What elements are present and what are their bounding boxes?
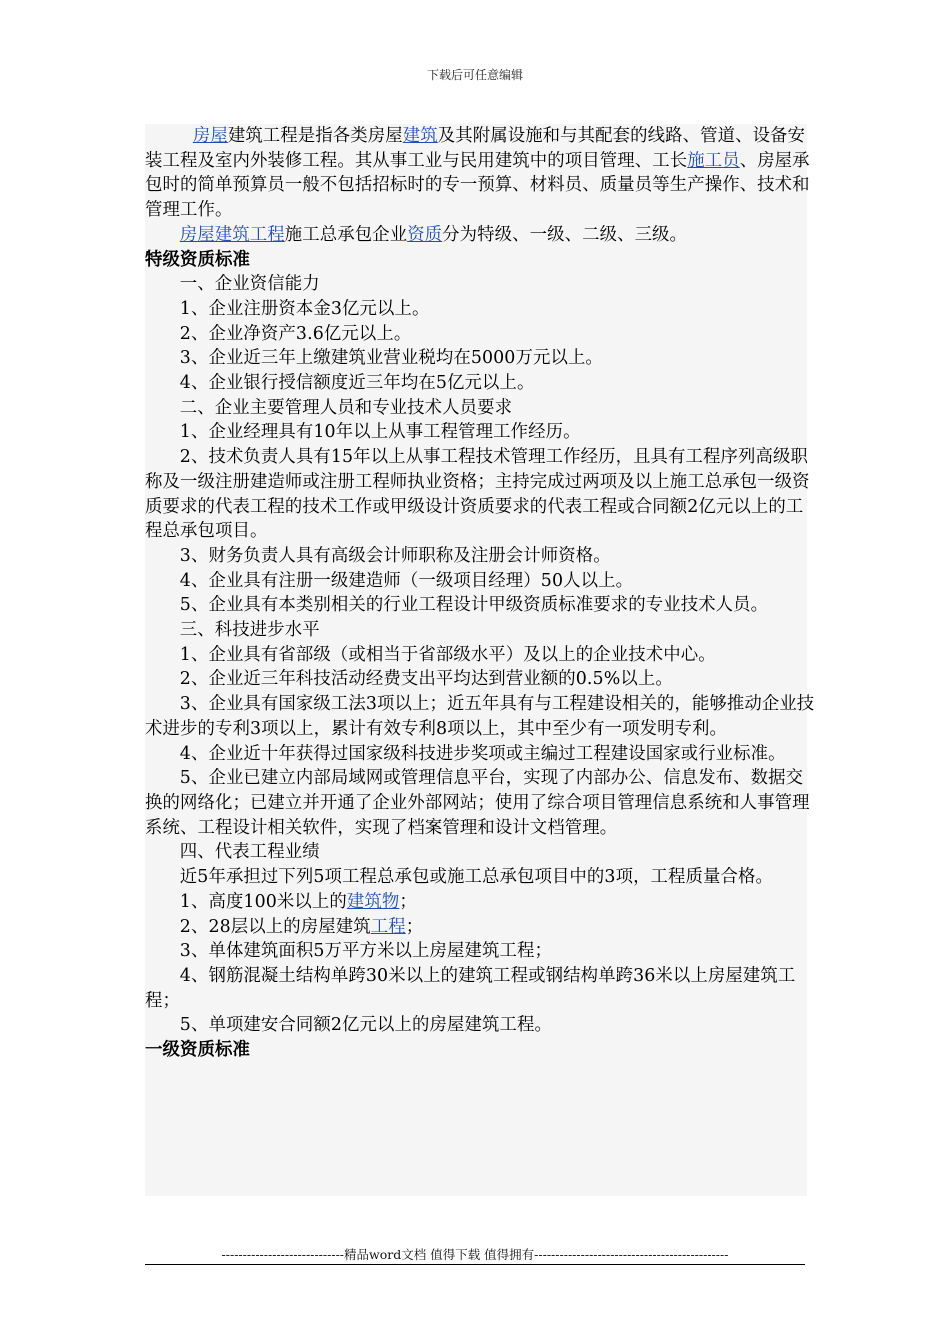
link-fangwu-jianzhu-gongcheng[interactable]: 房屋建筑工程	[179, 224, 285, 245]
section2-item: 4、企业具有注册一级建造师（一级项目经理）50人以上。	[179, 570, 634, 591]
section4-item: 2、28层以上的房屋建筑工程；	[179, 916, 424, 937]
footer-text: -----------------------------精品word文档 值得下载 值得拥有----------------------------------------------	[221, 1247, 729, 1262]
page-header: 下载后可任意编辑	[426, 68, 523, 82]
section4-item: 5、单项建安合同额2亿元以上的房屋建筑工程。	[179, 1015, 552, 1036]
section4-heading: 四、代表工程业绩	[179, 842, 320, 863]
section3-item: 1、企业具有省部级（或相当于省部级水平）及以上的企业技术中心。	[179, 644, 716, 665]
section2-item: 3、财务负责人具有高级会计师职称及注册会计师资格。	[179, 545, 611, 566]
link-fangwu[interactable]: 房屋	[192, 126, 228, 146]
section1-heading: 一、企业资信能力	[179, 274, 320, 295]
section4-item: 3、单体建筑面积5万平方米以上房屋建筑工程；	[179, 941, 552, 962]
section4-item: 4、钢筋混凝土结构单跨30米以上的建筑工程或钢结构单跨36米以上房屋建筑工程；	[145, 965, 796, 1011]
section2-item: 2、技术负责人具有15年以上从事工程技术管理工作经历，且具有工程序列高级职称及一级注册建造师或注册工程师执业资格；主持完成过两项及以上施工总承包一级资质要求的代表工程的技术工作或甲级设计资质要求的代表工程或合同额2亿元以上的工程总承包项目。	[145, 447, 810, 542]
section3-item: 5、企业已建立内部局域网或管理信息平台，实现了内部办公、信息发布、数据交换的网络化；已建立并开通了企业外部网站；使用了综合项目管理信息系统和人事管理系统、工程设计相关软件，实现了档案管理和设计文档管理。	[145, 768, 810, 838]
document-body	[145, 124, 819, 1063]
section2-heading: 二、企业主要管理人员和专业技术人员要求	[179, 397, 513, 418]
section1-item: 3、企业近三年上缴建筑业营业税均在5000万元以上。	[179, 348, 603, 369]
section2-item: 5、企业具有本类别相关的行业工程设计甲级资质标准要求的专业技术人员。	[179, 595, 769, 616]
section4-item: 1、高度100米以上的建筑物；	[179, 891, 417, 912]
section1-item: 4、企业银行授信额度近三年均在5亿元以上。	[179, 373, 535, 394]
section1-item: 2、企业净资产3.6亿元以上。	[179, 323, 412, 344]
intro-paragraph: 房屋建筑工程是指各类房屋建筑及其附属设施和与其配套的线路、管道、设备安装工程及室内外装修工程。其从事工业与民用建筑中的项目管理、工长施工员、房屋承包时的简单预算员一般不包括招标时的专一预算、材料员、质量员等生产操作、技术和管理工作。	[145, 126, 810, 221]
section1-item: 1、企业注册资本金3亿元以上。	[179, 298, 430, 319]
level1-heading: 一级资质标准	[145, 1040, 250, 1061]
section3-item: 2、企业近三年科技活动经费支出平均达到营业额的0.5%以上。	[179, 669, 673, 690]
section3-item: 3、企业具有国家级工法3项以上；近五年具有与工程建设相关的，能够推动企业技术进步的专利3项以上，累计有效专利8项以上，其中至少有一项发明专利。	[145, 694, 815, 739]
link-zizhi[interactable]: 资质	[407, 224, 443, 245]
section3-item: 4、企业近十年获得过国家级科技进步奖项或主编过工程建设国家或行业标准。	[179, 743, 786, 764]
link-jianzhu[interactable]: 建筑	[402, 126, 438, 146]
link-jianzhuwu[interactable]: 建筑物	[346, 891, 400, 912]
link-gongcheng[interactable]: 工程	[370, 916, 406, 937]
intro-paragraph-2: 房屋建筑工程施工总承包企业资质分为特级、一级、二级、三级。	[179, 224, 688, 245]
section3-heading: 三、科技进步水平	[179, 620, 320, 641]
footer-divider	[145, 1264, 805, 1265]
link-shigongyuan[interactable]: 施工员	[687, 150, 740, 171]
section2-item: 1、企业经理具有10年以上从事工程管理工作经历。	[179, 422, 581, 443]
section4-intro: 近5年承担过下列5项工程总承包或施工总承包项目中的3项，工程质量合格。	[179, 867, 773, 888]
special-grade-heading: 特级资质标准	[145, 249, 250, 270]
